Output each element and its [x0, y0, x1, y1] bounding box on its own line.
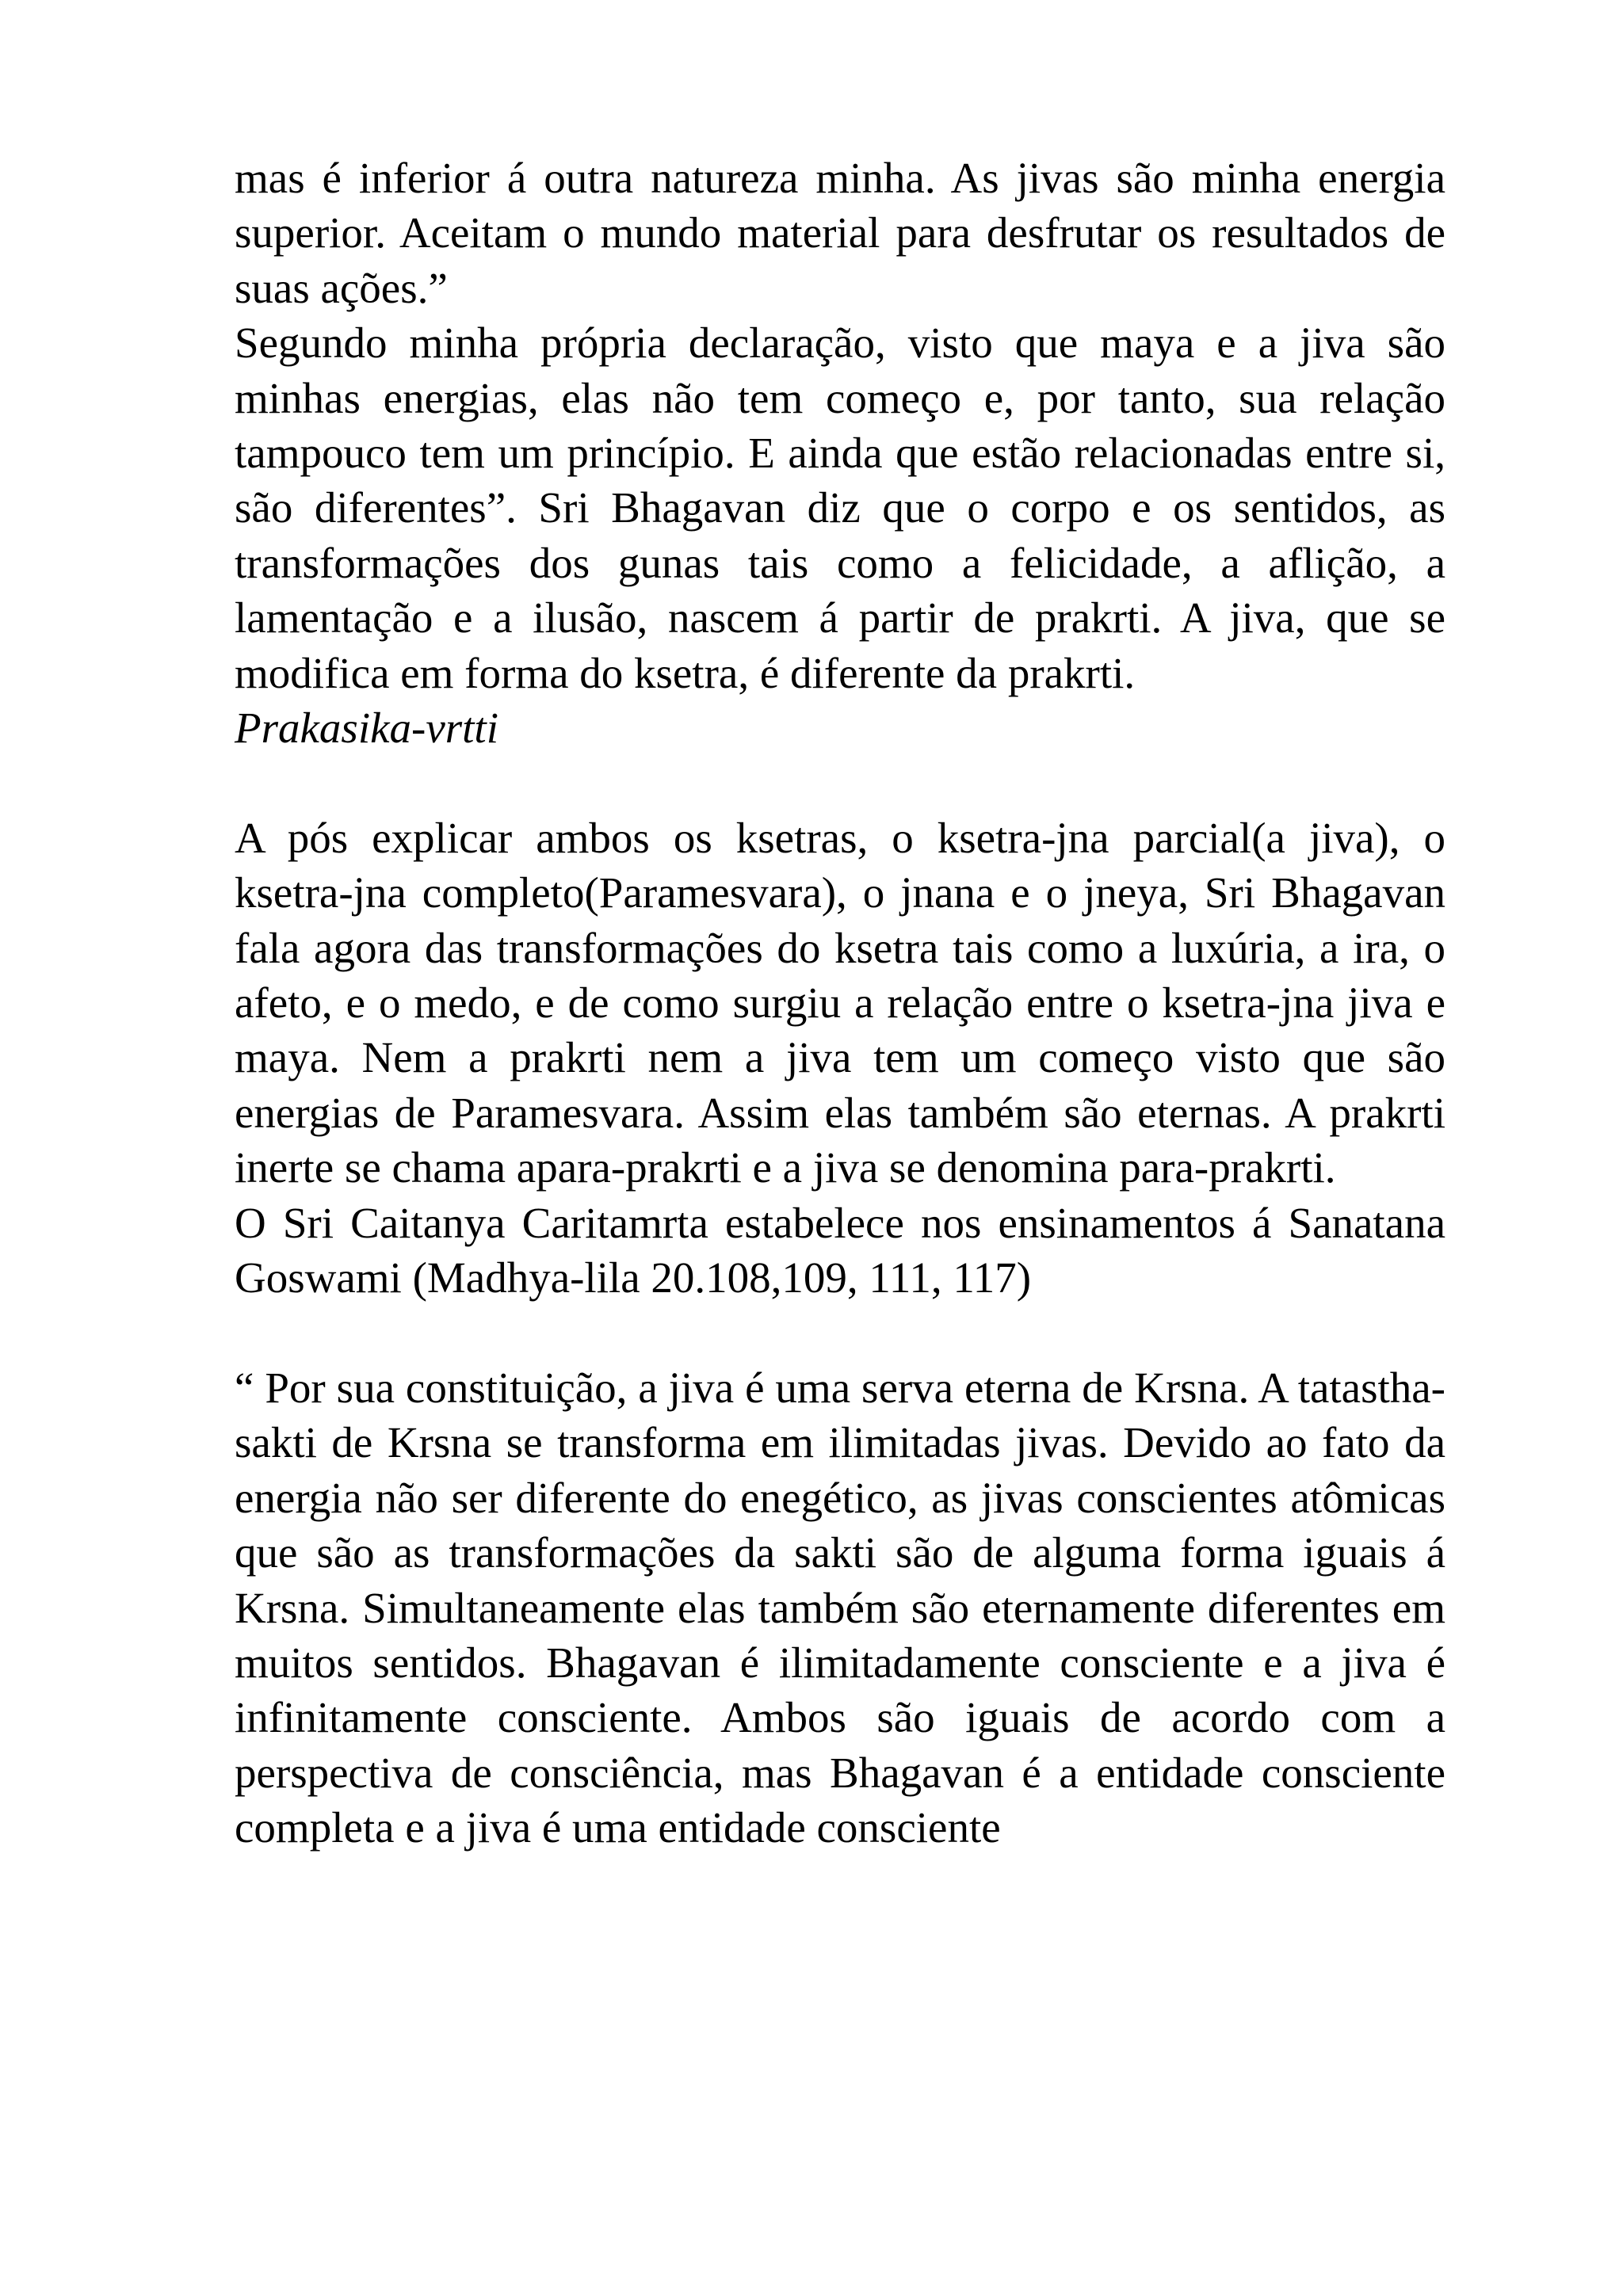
paragraph-5: “ Por sua constituição, a jiva é uma serva eterna de Krsna. A tatastha-sakti de Krsna se transforma em ilimitadas jivas. Devido ao fato da energia não ser diferente do enegético, as jivas conscientes atômicas que são as transformações da sakti são de alguma forma iguais á Krsna. Simultaneamente elas também são eternamente diferentes em muitos sentidos. Bhagavan é ilimitadamente consciente e a jiva é infinitamente consciente. Ambos são iguais de acordo com a perspectiva de consciência, mas Bhagavan é a entidade consciente completa e a jiva é uma entidade consciente — [235, 1363, 1445, 1852]
paragraph-3: A pós explicar ambos os ksetras, o ksetra-jna parcial(a jiva), o ksetra-jna completo(Paramesvara), o jnana e o jneya, Sri Bhagavan fala agora das transformações do ksetra tais como a luxúria, a ira, o afeto, e o medo, e de como surgiu a relação entre o ksetra-jna jiva e maya. Nem a prakrti nem a jiva tem um começo visto que são energias de Paramesvara. Assim elas também são eternas. A prakrti inerte se chama apara-prakrti e a jiva se denomina para-prakrti. — [235, 813, 1445, 1192]
paragraph-2: Segundo minha própria declaração, visto que maya e a jiva são minhas energias, elas não tem começo e, por tanto, sua relação tampouco tem um princípio. E ainda que estão relacionadas entre si, são diferentes”. Sri Bhagavan diz que o corpo e os sentidos, as transformações dos gunas tais como a felicidade, a aflição, a lamentação e a ilusão, nascem á partir de prakrti. A jiva, que se modifica em forma do ksetra, é diferente da prakrti. — [235, 318, 1445, 697]
paragraph-1: mas é inferior á outra natureza minha. As jivas são minha energia superior. Aceitam o mundo material para desfrutar os resultados de suas ações.” — [235, 154, 1445, 312]
text-column — [235, 151, 1445, 1855]
paragraph-4: O Sri Caitanya Caritamrta estabelece nos ensinamentos á Sanatana Goswami (Madhya-lila 20.108,109, 111, 117) — [235, 1198, 1445, 1302]
section-title: Prakasika-vrtti — [235, 704, 498, 753]
